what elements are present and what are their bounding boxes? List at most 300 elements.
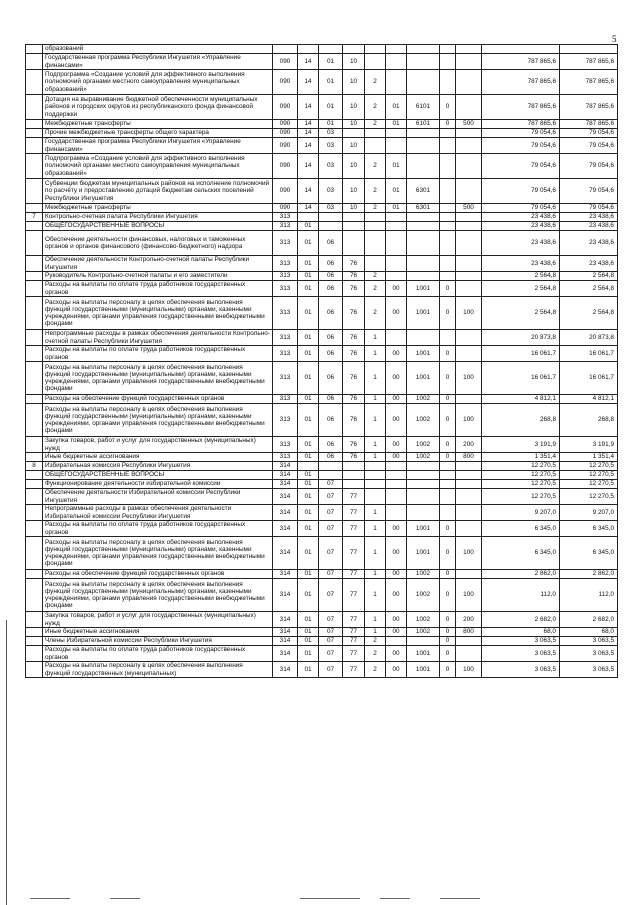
expense-type-code <box>456 480 482 489</box>
expense-type-code: 800 <box>456 453 482 462</box>
detail-code: 0 <box>440 637 456 646</box>
amount-year-1: 23 438,6 <box>482 256 560 272</box>
program-code <box>343 222 365 231</box>
direction-code: 1002 <box>407 453 440 462</box>
amount-year-1: 787 865,6 <box>482 54 560 70</box>
amount-year-1: 787 865,6 <box>482 120 560 129</box>
amount-year-2: 3 191,9 <box>560 437 618 453</box>
subsection-code: 06 <box>319 362 343 395</box>
section-code: 01 <box>298 395 319 404</box>
row-name: Субвенции бюджетам муниципальных районов на исполнение полномочий по расчёту и предоставлению дотаций бюджетам сельских поселений Республики Ингушетия <box>43 179 273 204</box>
subsection-code: 06 <box>319 281 343 297</box>
expense-type-code <box>456 646 482 662</box>
amount-year-1: 3 063,5 <box>482 637 560 646</box>
direction-code: 6101 <box>407 120 440 129</box>
row-name: Обеспечение деятельности финансовых, налоговых и таможенных органов и органов финансового (финансово-бюджетного) надзора <box>43 231 273 256</box>
row-number <box>26 70 43 95</box>
program-code: 76 <box>343 437 365 453</box>
subprogram-code <box>365 138 386 154</box>
detail-code <box>440 256 456 272</box>
table-row <box>26 231 618 256</box>
direction-code <box>407 480 440 489</box>
program-code: 10 <box>343 154 365 179</box>
expense-type-code: 100 <box>456 579 482 612</box>
amount-year-2: 3 063,5 <box>560 646 618 662</box>
expense-type-code <box>456 346 482 362</box>
expense-type-code <box>456 256 482 272</box>
detail-code: 0 <box>440 612 456 628</box>
direction-code <box>407 330 440 346</box>
amount-year-1: 23 438,6 <box>482 213 560 222</box>
row-name: ОБЩЕГОСУДАРСТВЕННЫЕ ВОПРОСЫ <box>43 471 273 480</box>
subprogram-code <box>365 489 386 505</box>
subprogram-code: 1 <box>365 521 386 537</box>
expense-type-code: 800 <box>456 628 482 637</box>
subsection-code: 07 <box>319 637 343 646</box>
subprogram-code: 1 <box>365 579 386 612</box>
direction-code: 1002 <box>407 579 440 612</box>
amount-year-2: 9 207,0 <box>560 505 618 521</box>
row-name: Государственная программа Республики Ингушетия «Управление финансами» <box>43 138 273 154</box>
subsection-code: 06 <box>319 437 343 453</box>
subprogram-code <box>365 54 386 70</box>
section-code: 01 <box>298 297 319 330</box>
program-code <box>343 471 365 480</box>
detail-code: 0 <box>440 579 456 612</box>
row-number <box>26 480 43 489</box>
section-code: 14 <box>298 204 319 213</box>
subprogram-code: 2 <box>365 204 386 213</box>
item-code <box>386 45 407 54</box>
direction-code: 1001 <box>407 537 440 570</box>
table-body <box>26 45 618 678</box>
amount-year-1: 6 345,0 <box>482 537 560 570</box>
detail-code: 0 <box>440 437 456 453</box>
item-code: 00 <box>386 362 407 395</box>
detail-code: 0 <box>440 646 456 662</box>
expense-type-code <box>456 637 482 646</box>
expense-type-code: 100 <box>456 362 482 395</box>
row-number <box>26 231 43 256</box>
row-number <box>26 95 43 120</box>
detail-code <box>440 222 456 231</box>
row-name: Обеспечение деятельности Избирательной комиссии Республики Ингушетия <box>43 489 273 505</box>
subprogram-code: 1 <box>365 404 386 437</box>
subprogram-code: 2 <box>365 95 386 120</box>
detail-code <box>440 138 456 154</box>
amount-year-1: 79 054,6 <box>482 204 560 213</box>
row-number <box>26 489 43 505</box>
amount-year-1: 112,0 <box>482 579 560 612</box>
item-code <box>386 138 407 154</box>
row-name: Расходы на выплаты персоналу в целях обеспечения выполнения функций государственными (муниципальными) органами, казенными учреждениями, органами управления государственными внебюджетными фондами <box>43 579 273 612</box>
row-number <box>26 54 43 70</box>
table-row <box>26 521 618 537</box>
subsection-code: 03 <box>319 129 343 138</box>
program-code: 76 <box>343 256 365 272</box>
item-code: 01 <box>386 179 407 204</box>
table-row <box>26 129 618 138</box>
detail-code <box>440 129 456 138</box>
item-code <box>386 462 407 471</box>
section-code: 14 <box>298 120 319 129</box>
admin-code: 313 <box>273 213 298 222</box>
section-code: 01 <box>298 453 319 462</box>
amount-year-1: 2 564,8 <box>482 281 560 297</box>
amount-year-2: 787 865,6 <box>560 54 618 70</box>
program-code: 10 <box>343 120 365 129</box>
program-code: 77 <box>343 628 365 637</box>
table-row <box>26 395 618 404</box>
subprogram-code: 1 <box>365 570 386 579</box>
item-code: 00 <box>386 537 407 570</box>
table-row <box>26 404 618 437</box>
direction-code <box>407 154 440 179</box>
admin-code: 314 <box>273 637 298 646</box>
table-row <box>26 437 618 453</box>
amount-year-2: 2 682,0 <box>560 612 618 628</box>
section-code: 01 <box>298 256 319 272</box>
row-number <box>26 330 43 346</box>
admin-code: 314 <box>273 537 298 570</box>
amount-year-2: 268,8 <box>560 404 618 437</box>
row-number <box>26 395 43 404</box>
item-code: 00 <box>386 662 407 678</box>
table-row <box>26 297 618 330</box>
subprogram-code <box>365 45 386 54</box>
row-number <box>26 521 43 537</box>
direction-code <box>407 462 440 471</box>
subprogram-code <box>365 462 386 471</box>
table-row <box>26 489 618 505</box>
scan-edge-line <box>6 620 7 905</box>
expense-type-code <box>456 521 482 537</box>
subsection-code: 03 <box>319 204 343 213</box>
expense-type-code <box>456 70 482 95</box>
direction-code: 6101 <box>407 95 440 120</box>
amount-year-1: 2 564,8 <box>482 297 560 330</box>
row-number <box>26 129 43 138</box>
admin-code: 314 <box>273 471 298 480</box>
amount-year-2: 2 564,8 <box>560 297 618 330</box>
program-code: 77 <box>343 570 365 579</box>
budget-allocation-table <box>25 44 618 678</box>
detail-code <box>440 154 456 179</box>
detail-code: 0 <box>440 521 456 537</box>
amount-year-2: 787 865,6 <box>560 95 618 120</box>
amount-year-2: 3 063,5 <box>560 637 618 646</box>
row-number <box>26 662 43 678</box>
expense-type-code <box>456 231 482 256</box>
subprogram-code: 2 <box>365 662 386 678</box>
table-row <box>26 362 618 395</box>
subprogram-code: 2 <box>365 281 386 297</box>
item-code <box>386 231 407 256</box>
table-row <box>26 662 618 678</box>
row-number: 8 <box>26 462 43 471</box>
direction-code: 1002 <box>407 395 440 404</box>
subprogram-code <box>365 256 386 272</box>
amount-year-1: 79 054,6 <box>482 129 560 138</box>
subsection-code: 06 <box>319 330 343 346</box>
amount-year-1: 23 438,6 <box>482 231 560 256</box>
program-code: 10 <box>343 95 365 120</box>
row-name: Межбюджетные трансферты <box>43 120 273 129</box>
expense-type-code: 200 <box>456 437 482 453</box>
row-name: Дотация на выравнивание бюджетной обеспеченности муниципальных районов и городских округов из республиканского фонда финансовой поддержки <box>43 95 273 120</box>
item-code: 00 <box>386 453 407 462</box>
admin-code: 090 <box>273 54 298 70</box>
amount-year-1: 2 564,8 <box>482 272 560 281</box>
table-row <box>26 537 618 570</box>
admin-code: 090 <box>273 95 298 120</box>
section-code: 14 <box>298 179 319 204</box>
admin-code: 314 <box>273 662 298 678</box>
subprogram-code: 2 <box>365 637 386 646</box>
row-number <box>26 120 43 129</box>
item-code: 00 <box>386 346 407 362</box>
row-number <box>26 612 43 628</box>
detail-code <box>440 70 456 95</box>
section-code <box>298 213 319 222</box>
subsection-code <box>319 213 343 222</box>
program-code: 10 <box>343 70 365 95</box>
direction-code <box>407 138 440 154</box>
subprogram-code: 2 <box>365 179 386 204</box>
program-code: 10 <box>343 54 365 70</box>
expense-type-code <box>456 213 482 222</box>
direction-code: 1001 <box>407 346 440 362</box>
detail-code <box>440 213 456 222</box>
amount-year-2: 12 270,5 <box>560 489 618 505</box>
detail-code: 0 <box>440 537 456 570</box>
amount-year-2: 20 873,8 <box>560 330 618 346</box>
detail-code: 0 <box>440 297 456 330</box>
direction-code: 1001 <box>407 521 440 537</box>
amount-year-1: 16 061,7 <box>482 346 560 362</box>
subprogram-code: 1 <box>365 612 386 628</box>
amount-year-2: 2 564,8 <box>560 272 618 281</box>
amount-year-2: 6 345,0 <box>560 537 618 570</box>
row-name: образований <box>43 45 273 54</box>
table-row <box>26 54 618 70</box>
amount-year-1: 268,8 <box>482 404 560 437</box>
admin-code: 314 <box>273 462 298 471</box>
row-number <box>26 154 43 179</box>
subsection-code <box>319 462 343 471</box>
table-row <box>26 480 618 489</box>
program-code: 77 <box>343 489 365 505</box>
section-code: 01 <box>298 346 319 362</box>
direction-code <box>407 256 440 272</box>
subsection-code: 01 <box>319 120 343 129</box>
direction-code <box>407 637 440 646</box>
item-code: 00 <box>386 628 407 637</box>
section-code: 01 <box>298 437 319 453</box>
item-code: 00 <box>386 395 407 404</box>
table-row <box>26 45 618 54</box>
direction-code <box>407 45 440 54</box>
amount-year-2: 23 438,6 <box>560 256 618 272</box>
table-row <box>26 138 618 154</box>
section-code: 01 <box>298 628 319 637</box>
detail-code <box>440 231 456 256</box>
subprogram-code: 1 <box>365 395 386 404</box>
amount-year-2: 12 270,5 <box>560 480 618 489</box>
table-row <box>26 70 618 95</box>
subsection-code: 01 <box>319 95 343 120</box>
amount-year-2: 79 054,6 <box>560 179 618 204</box>
section-code <box>298 462 319 471</box>
row-name: Расходы на обеспечение функций государственных органов <box>43 570 273 579</box>
expense-type-code <box>456 154 482 179</box>
row-number <box>26 179 43 204</box>
table-row <box>26 272 618 281</box>
direction-code <box>407 471 440 480</box>
expense-type-code <box>456 330 482 346</box>
program-code: 76 <box>343 281 365 297</box>
subsection-code: 06 <box>319 297 343 330</box>
section-code: 01 <box>298 471 319 480</box>
program-code: 77 <box>343 521 365 537</box>
expense-type-code: 100 <box>456 662 482 678</box>
admin-code: 090 <box>273 129 298 138</box>
row-name: Иные бюджетные ассигнования <box>43 628 273 637</box>
row-number <box>26 628 43 637</box>
subprogram-code <box>365 129 386 138</box>
admin-code: 313 <box>273 297 298 330</box>
expense-type-code <box>456 471 482 480</box>
admin-code: 313 <box>273 362 298 395</box>
direction-code: 1001 <box>407 646 440 662</box>
item-code: 01 <box>386 120 407 129</box>
amount-year-1: 3 063,5 <box>482 646 560 662</box>
detail-code: 0 <box>440 362 456 395</box>
row-number <box>26 362 43 395</box>
admin-code: 314 <box>273 579 298 612</box>
admin-code: 313 <box>273 222 298 231</box>
row-name: Иные бюджетные ассигнования <box>43 453 273 462</box>
program-code: 77 <box>343 505 365 521</box>
amount-year-2: 787 865,6 <box>560 120 618 129</box>
table-row <box>26 222 618 231</box>
admin-code: 314 <box>273 570 298 579</box>
section-code: 01 <box>298 281 319 297</box>
item-code: 01 <box>386 204 407 213</box>
subprogram-code: 1 <box>365 505 386 521</box>
direction-code: 1002 <box>407 612 440 628</box>
item-code <box>386 330 407 346</box>
expense-type-code <box>456 281 482 297</box>
amount-year-2 <box>560 45 618 54</box>
subsection-code: 06 <box>319 395 343 404</box>
row-name: Расходы на обеспечение функций государственных органов <box>43 395 273 404</box>
section-code: 01 <box>298 570 319 579</box>
direction-code: 1002 <box>407 570 440 579</box>
direction-code: 1001 <box>407 662 440 678</box>
admin-code: 090 <box>273 179 298 204</box>
row-number <box>26 281 43 297</box>
row-name: Члены Избирательной комиссии Республики Ингушетия <box>43 637 273 646</box>
row-name: Расходы на выплаты персоналу в целях обеспечения выполнения функций государственными (муниципальными) органами, казенными учреждениями, органами управления государственными внебюджетными фондами <box>43 297 273 330</box>
program-code: 77 <box>343 637 365 646</box>
expense-type-code <box>456 179 482 204</box>
amount-year-1: 20 873,8 <box>482 330 560 346</box>
subsection-code: 06 <box>319 346 343 362</box>
program-code: 10 <box>343 138 365 154</box>
section-code: 01 <box>298 646 319 662</box>
row-number <box>26 637 43 646</box>
amount-year-2: 79 054,6 <box>560 204 618 213</box>
row-name: Расходы на выплаты персоналу в целях обеспечения выполнения функций государственными (муниципальными) органами, казенными учреждениями, органами управления государственными внебюджетными фондами <box>43 362 273 395</box>
detail-code <box>440 272 456 281</box>
expense-type-code <box>456 95 482 120</box>
direction-code: 1002 <box>407 628 440 637</box>
subsection-code: 07 <box>319 480 343 489</box>
admin-code: 314 <box>273 521 298 537</box>
detail-code <box>440 204 456 213</box>
table-row <box>26 330 618 346</box>
amount-year-1: 79 054,6 <box>482 154 560 179</box>
subsection-code: 01 <box>319 70 343 95</box>
admin-code: 314 <box>273 646 298 662</box>
expense-type-code: 100 <box>456 537 482 570</box>
section-code: 01 <box>298 612 319 628</box>
amount-year-2: 68,0 <box>560 628 618 637</box>
subsection-code: 07 <box>319 628 343 637</box>
section-code: 14 <box>298 54 319 70</box>
item-code <box>386 222 407 231</box>
row-number <box>26 579 43 612</box>
item-code <box>386 70 407 95</box>
row-number <box>26 505 43 521</box>
row-name: Закупка товаров, работ и услуг для государственных (муниципальных) нужд <box>43 437 273 453</box>
amount-year-2: 112,0 <box>560 579 618 612</box>
expense-type-code <box>456 489 482 505</box>
amount-year-2: 4 812,1 <box>560 395 618 404</box>
item-code <box>386 54 407 70</box>
admin-code: 090 <box>273 204 298 213</box>
item-code <box>386 637 407 646</box>
row-name: Подпрограмма «Создание условий для эффективного выполнения полномочий органами местного самоуправления муниципальных образований» <box>43 70 273 95</box>
row-number <box>26 297 43 330</box>
amount-year-2: 23 438,6 <box>560 231 618 256</box>
program-code: 76 <box>343 346 365 362</box>
table-row <box>26 579 618 612</box>
detail-code <box>440 471 456 480</box>
subsection-code <box>319 471 343 480</box>
section-code: 01 <box>298 362 319 395</box>
row-name: Расходы на выплаты по оплате труда работников государственных органов <box>43 281 273 297</box>
program-code: 77 <box>343 579 365 612</box>
amount-year-2: 2 862,0 <box>560 570 618 579</box>
amount-year-2: 6 345,0 <box>560 521 618 537</box>
row-number <box>26 471 43 480</box>
admin-code: 090 <box>273 70 298 95</box>
amount-year-1: 2 862,0 <box>482 570 560 579</box>
item-code <box>386 256 407 272</box>
detail-code: 0 <box>440 662 456 678</box>
detail-code: 0 <box>440 570 456 579</box>
subprogram-code <box>365 222 386 231</box>
expense-type-code: 100 <box>456 404 482 437</box>
amount-year-1: 2 682,0 <box>482 612 560 628</box>
detail-code <box>440 505 456 521</box>
direction-code: 1002 <box>407 437 440 453</box>
item-code <box>386 129 407 138</box>
direction-code <box>407 272 440 281</box>
row-number <box>26 453 43 462</box>
